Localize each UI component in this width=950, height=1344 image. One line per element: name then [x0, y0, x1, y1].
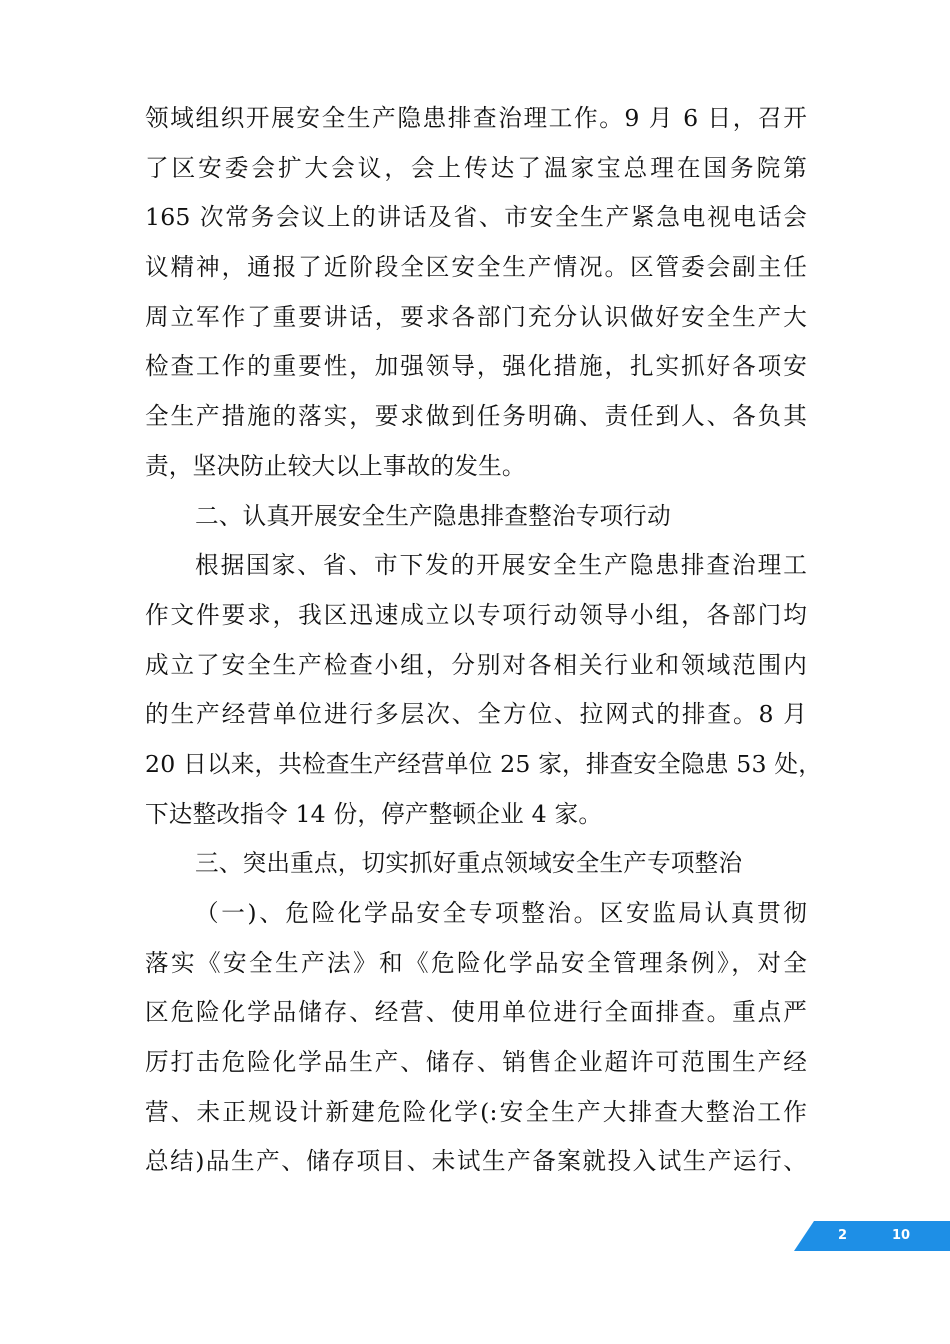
- page-badge-shape: [794, 1221, 950, 1251]
- text-line: 根据国家、省、市下发的开展安全生产隐患排查治理工: [195, 551, 807, 580]
- total-pages-number: 10: [892, 1228, 911, 1243]
- text-line: 成立了安全生产检查小组，分别对各相关行业和领域范围内: [145, 650, 807, 679]
- text-line: 领域组织开展安全生产隐患排查治理工作。9 月 6 日，召开: [145, 104, 807, 132]
- text-line: 落实《安全生产法》和《危险化学品安全管理条例》，对全: [145, 948, 807, 977]
- page-number-badge: [794, 1221, 950, 1251]
- text-line: 165 次常务会议上的讲话及省、市安全生产紧急电视电话会: [145, 203, 807, 232]
- text-line: （一)、危险化学品安全专项整治。区安监局认真贯彻: [195, 899, 807, 927]
- current-page-number: 2: [838, 1228, 848, 1243]
- text-line: 了区安委会扩大会议，会上传达了温家宝总理在国务院第: [145, 153, 807, 182]
- text-line: 总结)品生产、储存项目、未试生产备案就投入试生产运行、: [145, 1147, 807, 1176]
- text-line: 营、未正规设计新建危险化学(:安全生产大排查大整治工作: [145, 1097, 807, 1126]
- text-line: 作文件要求，我区迅速成立以专项行动领导小组，各部门均: [145, 600, 807, 629]
- text-line: 责，坚决防止较大以上事故的发生。: [145, 451, 526, 480]
- text-line: 20 日以来，共检查生产经营单位 25 家，排查安全隐患 53 处，: [145, 749, 823, 778]
- section-heading: 二、认真开展安全生产隐患排查整治专项行动: [195, 501, 671, 530]
- text-line: 区危险化学品储存、经营、使用单位进行全面排查。重点严: [145, 998, 807, 1027]
- text-line: 全生产措施的落实，要求做到任务明确、责任到人、各负其: [145, 402, 807, 431]
- text-line: 周立军作了重要讲话，要求各部门充分认识做好安全生产大: [145, 302, 807, 331]
- section-heading: 三、突出重点，切实抓好重点领域安全生产专项整治: [195, 849, 743, 878]
- text-line: 检查工作的重要性，加强领导，强化措施，扎实抓好各项安: [145, 352, 807, 381]
- text-line: 下达整改指令 14 份，停产整顿企业 4 家。: [145, 799, 603, 828]
- text-line: 的生产经营单位进行多层次、全方位、拉网式的排查。8 月: [145, 700, 807, 729]
- document-body: [145, 94, 823, 1187]
- text-line: 厉打击危险化学品生产、储存、销售企业超许可范围生产经: [145, 1048, 807, 1077]
- text-line: 议精神，通报了近阶段全区安全生产情况。区管委会副主任: [145, 253, 807, 282]
